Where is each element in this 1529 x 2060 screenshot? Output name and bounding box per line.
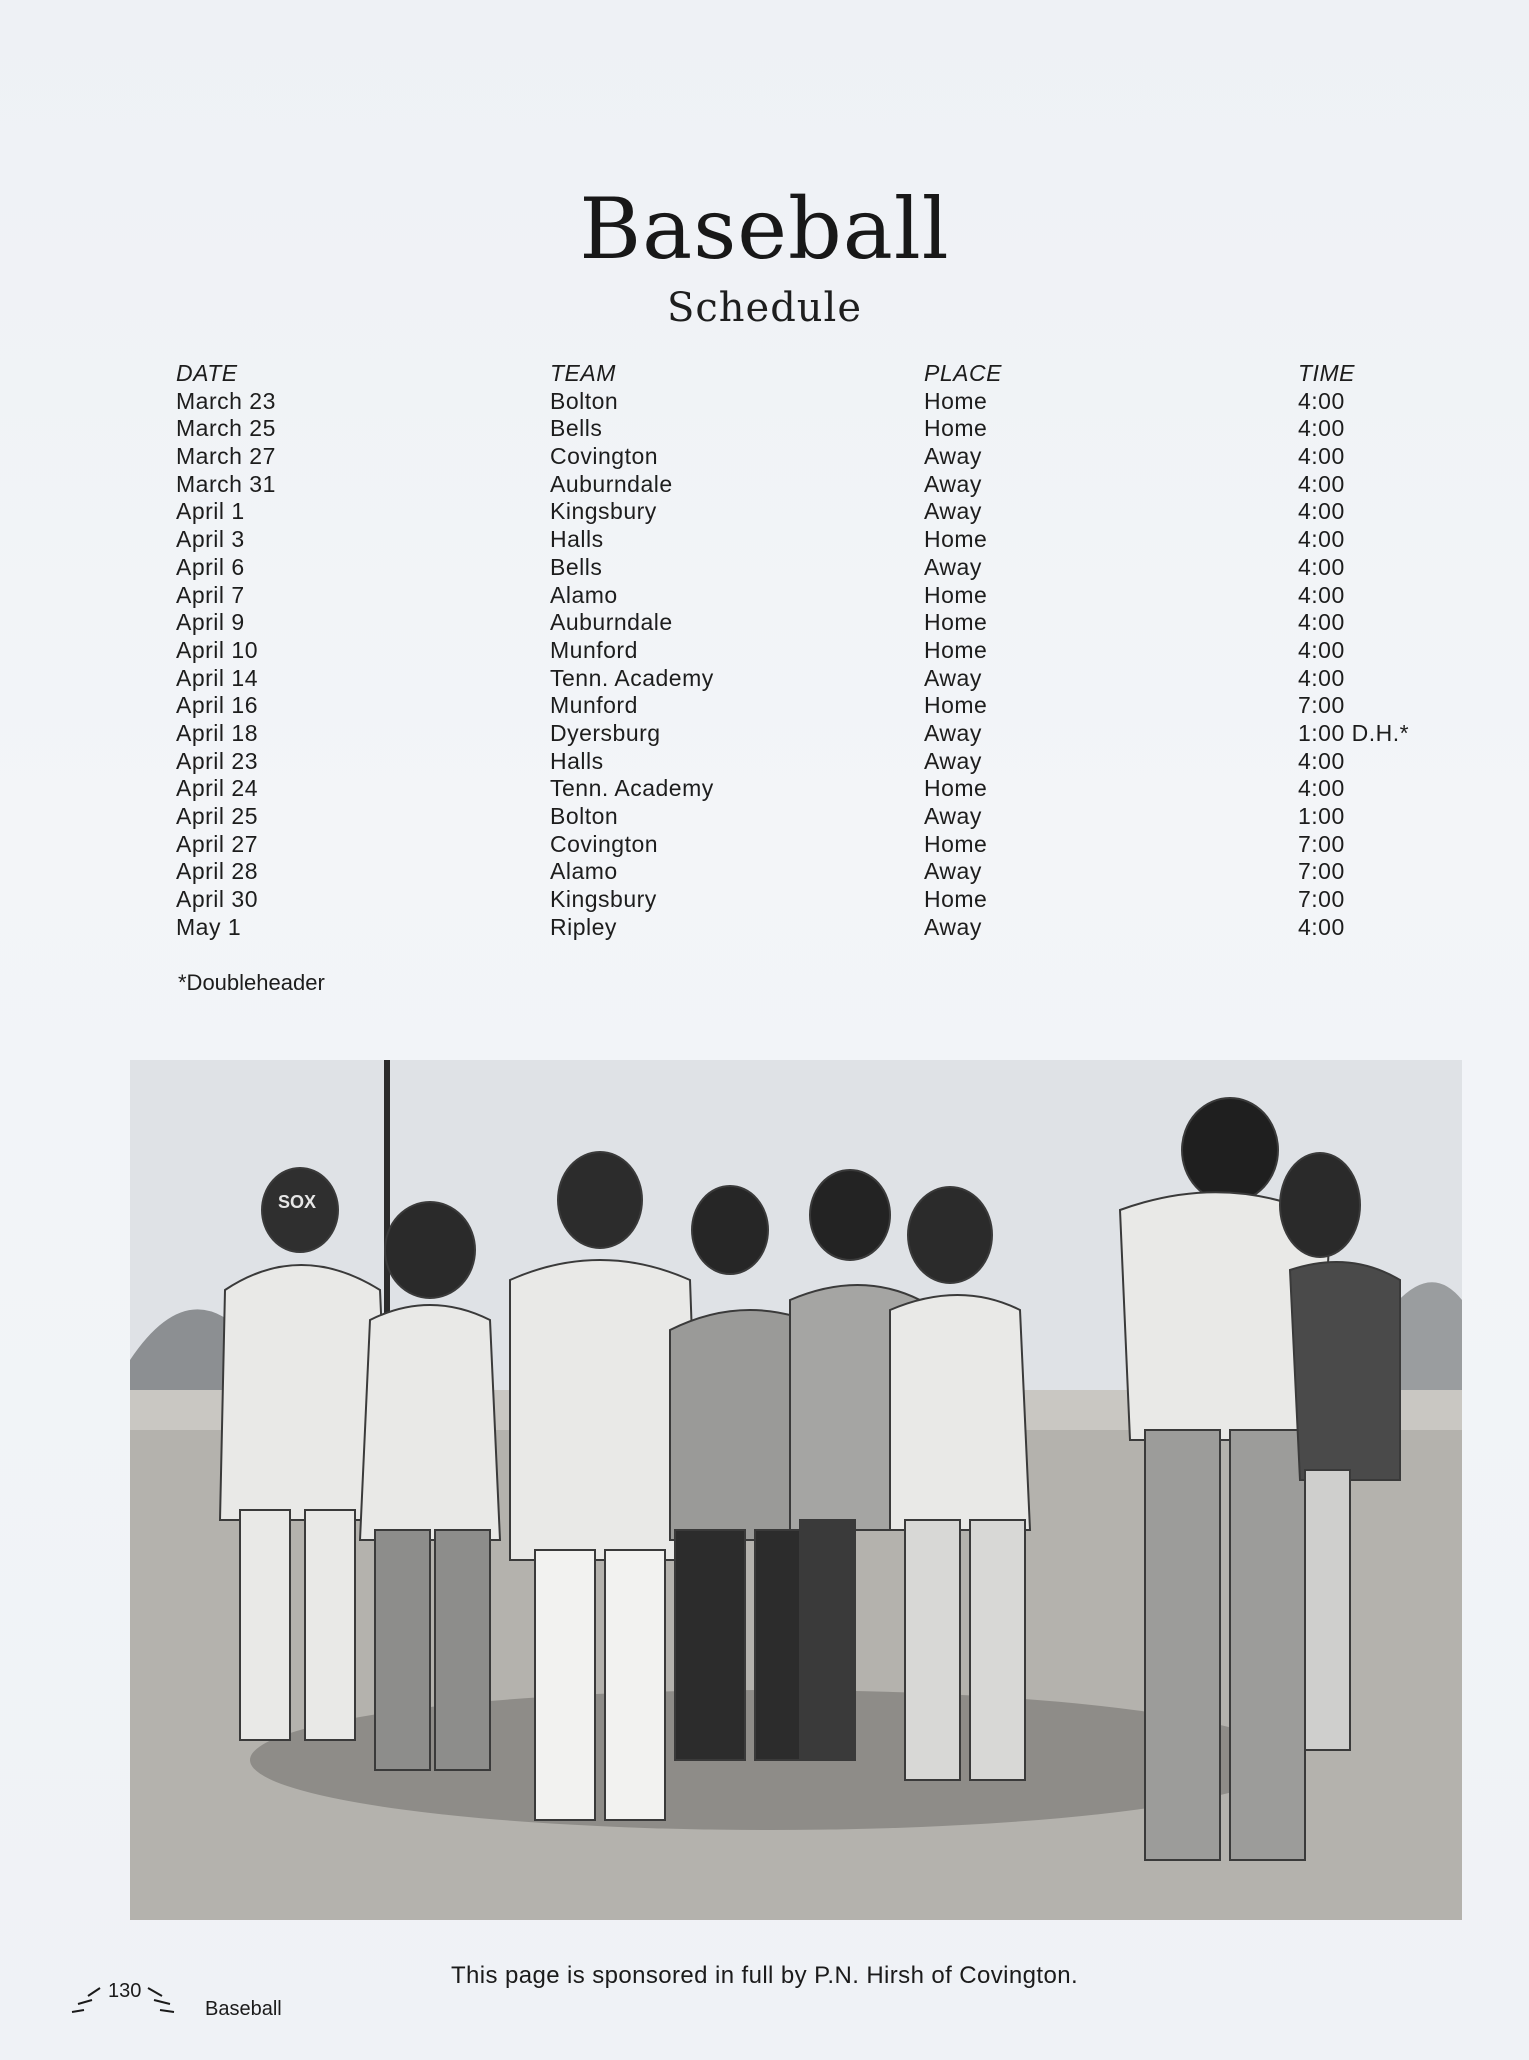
header-date: DATE <box>176 360 238 386</box>
row-date: April 14 <box>176 664 258 691</box>
row-team: Dyersburg <box>550 719 661 746</box>
row-place: Home <box>924 636 988 663</box>
row-date: March 31 <box>176 470 276 497</box>
row-team: Bells <box>550 553 603 580</box>
row-place: Home <box>924 609 988 636</box>
schedule-row <box>176 914 1446 942</box>
schedule-row <box>176 748 1446 776</box>
schedule-table <box>176 360 1446 941</box>
row-time: 4:00 <box>1298 775 1345 802</box>
schedule-row <box>176 471 1446 499</box>
row-place: Home <box>924 387 988 414</box>
row-time: 4:00 <box>1298 913 1345 940</box>
page-number: 130 <box>108 1980 142 2002</box>
row-time: 7:00 <box>1298 886 1345 913</box>
row-date: April 9 <box>176 609 245 636</box>
section-label: Baseball <box>205 1998 282 2020</box>
schedule-row <box>176 498 1446 526</box>
row-team: Alamo <box>550 581 618 608</box>
row-place: Away <box>924 747 982 774</box>
row-team: Bolton <box>550 803 619 829</box>
row-time: 4:00 <box>1298 498 1345 525</box>
row-date: March 25 <box>176 415 276 442</box>
row-date: April 10 <box>176 636 258 663</box>
row-place: Home <box>924 830 988 857</box>
row-time: 4:00 <box>1298 636 1345 663</box>
schedule-row <box>176 582 1446 610</box>
row-place: Away <box>924 664 982 691</box>
row-team: Bells <box>550 415 603 442</box>
row-place: Home <box>924 692 988 719</box>
page-title: Baseball <box>579 180 950 278</box>
row-time: 7:00 <box>1298 692 1345 719</box>
footnote: *Doubleheader <box>178 970 325 995</box>
row-time: 4:00 <box>1298 664 1345 691</box>
schedule-rows <box>176 388 1446 942</box>
row-date: April 24 <box>176 775 258 802</box>
team-huddle-illustration <box>130 1060 1462 1920</box>
row-place: Away <box>924 443 982 470</box>
row-date: April 1 <box>176 498 245 525</box>
row-date: April 16 <box>176 692 258 719</box>
svg-text:SOX: SOX <box>278 1192 317 1212</box>
row-place: Home <box>924 775 988 802</box>
row-place: Home <box>924 581 988 608</box>
row-date: April 28 <box>176 858 258 885</box>
row-time: 4:00 <box>1298 553 1345 580</box>
row-date: April 18 <box>176 719 258 746</box>
row-date: April 23 <box>176 747 258 774</box>
row-date: April 30 <box>176 886 258 913</box>
row-time: 7:00 <box>1298 858 1345 885</box>
row-date: April 25 <box>176 803 258 829</box>
row-team: Kingsbury <box>550 498 657 525</box>
row-place: Home <box>924 526 988 553</box>
row-time: 4:00 <box>1298 415 1345 442</box>
row-date: May 1 <box>176 913 242 940</box>
row-place: Home <box>924 886 988 913</box>
row-team: Ripley <box>550 913 617 940</box>
row-date: April 3 <box>176 526 245 553</box>
row-place: Away <box>924 553 982 580</box>
row-date: March 27 <box>176 443 276 470</box>
row-time: 4:00 <box>1298 443 1345 470</box>
row-place: Away <box>924 803 982 829</box>
row-time: 1:00 D.H.* <box>1298 719 1410 746</box>
row-team: Halls <box>550 526 604 553</box>
header-time: TIME <box>1298 360 1355 386</box>
header-place: PLACE <box>924 360 1002 386</box>
row-team: Covington <box>550 443 659 470</box>
row-team: Munford <box>550 692 638 719</box>
row-time: 4:00 <box>1298 470 1345 497</box>
schedule-row <box>176 775 1446 803</box>
row-place: Away <box>924 719 982 746</box>
sponsor-note: This page is sponsored in full by P.N. Hirsh of Covington. <box>450 1962 1079 1989</box>
schedule-row <box>176 609 1446 637</box>
row-time: 1:00 <box>1298 803 1345 829</box>
row-place: Home <box>924 415 988 442</box>
schedule-row <box>176 415 1446 443</box>
team-photo <box>130 1060 1462 1920</box>
row-date: March 23 <box>176 387 276 414</box>
schedule-header-row <box>176 360 1446 388</box>
schedule-row <box>176 858 1446 886</box>
schedule-row <box>176 692 1446 720</box>
row-time: 4:00 <box>1298 387 1345 414</box>
schedule-row <box>176 554 1446 582</box>
row-time: 4:00 <box>1298 581 1345 608</box>
row-team: Tenn. Academy <box>550 664 714 691</box>
row-time: 7:00 <box>1298 830 1345 857</box>
schedule-row <box>176 388 1446 416</box>
row-team: Auburndale <box>550 609 673 636</box>
header-team: TEAM <box>550 360 616 386</box>
row-team: Kingsbury <box>550 886 657 913</box>
row-team: Bolton <box>550 387 619 414</box>
row-date: April 27 <box>176 830 258 857</box>
row-place: Away <box>924 913 982 940</box>
row-date: April 7 <box>176 581 245 608</box>
row-place: Away <box>924 470 982 497</box>
row-team: Munford <box>550 636 638 663</box>
schedule-row <box>176 443 1446 471</box>
schedule-row <box>176 803 1446 831</box>
schedule-row <box>176 665 1446 693</box>
row-team: Alamo <box>550 858 618 885</box>
row-team: Auburndale <box>550 470 673 497</box>
page-folio <box>70 1980 330 2020</box>
row-time: 4:00 <box>1298 747 1345 774</box>
row-team: Halls <box>550 747 604 774</box>
schedule-row <box>176 720 1446 748</box>
row-place: Away <box>924 498 982 525</box>
page-subtitle: Schedule <box>666 285 863 331</box>
schedule-row <box>176 526 1446 554</box>
row-time: 4:00 <box>1298 609 1345 636</box>
row-time: 4:00 <box>1298 526 1345 553</box>
row-date: April 6 <box>176 553 245 580</box>
schedule-row <box>176 831 1446 859</box>
row-team: Covington <box>550 830 659 857</box>
row-team: Tenn. Academy <box>550 775 714 802</box>
row-place: Away <box>924 858 982 885</box>
schedule-row <box>176 886 1446 914</box>
schedule-row <box>176 637 1446 665</box>
